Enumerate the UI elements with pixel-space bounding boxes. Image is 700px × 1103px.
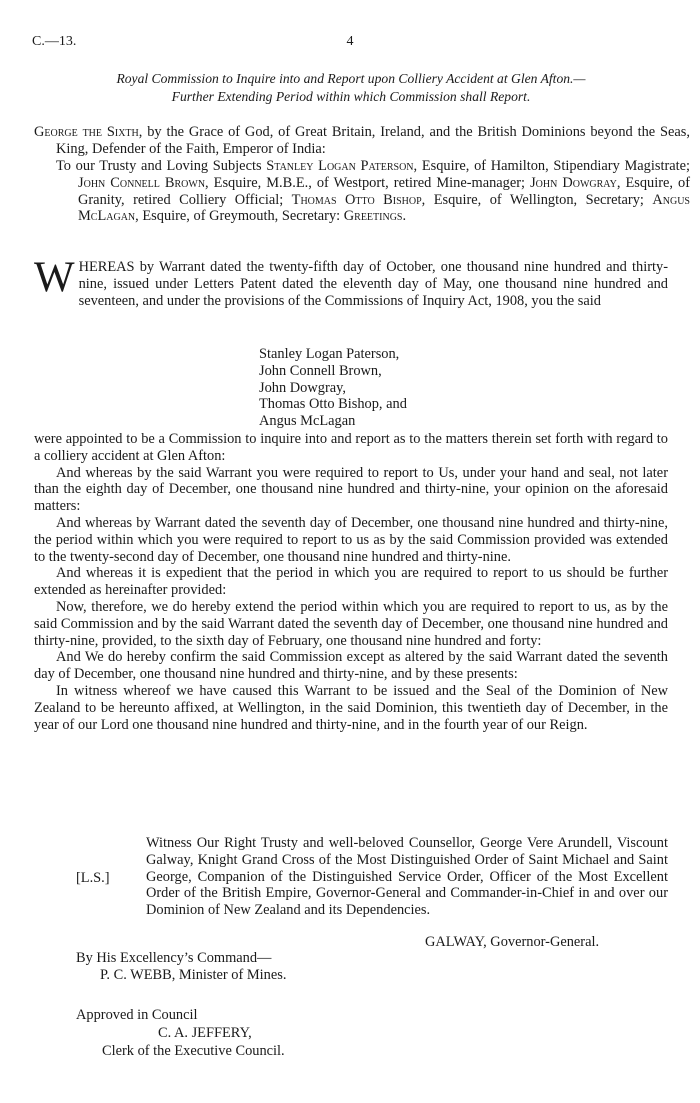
document-title: [34, 70, 668, 105]
seal-mark: [L.S.]: [76, 870, 110, 886]
whereas-paragraph: [34, 254, 668, 309]
body-paragraph: In witness whereof we have caused this Warrant to be issued and the Seal of the Dominion of New Zealand to be hereunto affixed, at Wellington, in the said Dominion, this twentieth day of December, in the year of our Lord one thousand nine hundred and thirty-nine, and in the fourth year of our Reign.: [34, 682, 668, 733]
body-paragraph: And We do hereby confirm the said Commission except as altered by the said Warrant dated the seventh day of December, one thousand nine hundred and thirty-nine, and by these presents:: [34, 649, 668, 683]
witness-clause: Witness Our Right Trusty and well-beloved Counsellor, George Vere Arundell, Viscount Galway, Knight Grand Cross of the Most Distinguished Order of Saint Michael and Saint George, Companion of the Distinguished Service Order, Officer of the Most Excellent Order of the British Empire, Governor-General and Commander-in-Chief in and over our Dominion of New Zealand and its Dependencies.: [146, 835, 668, 919]
addressees-paragraph: [56, 158, 690, 225]
addressee-desc-4: , Esquire, of Wellington, Secretary;: [421, 191, 653, 208]
approved-line: Approved in Council: [76, 1007, 198, 1023]
commissioner-name: Angus McLagan: [259, 413, 356, 430]
addressee-name-4: Thomas Otto Bishop: [291, 191, 422, 208]
commissioner-names: [259, 346, 407, 430]
clerk-name: C. A. JEFFERY,: [158, 1025, 252, 1041]
title-line-1: Royal Commission to Inquire into and Report upon Colliery Accident at Glen Afton.—: [116, 71, 586, 86]
drop-cap: W: [34, 254, 75, 301]
warrant-body: [34, 431, 668, 733]
title-line-2: Further Extending Period within which Commission shall Report.: [171, 88, 531, 104]
body-paragraph: And whereas it is expedient that the period in which you are required to report to us should be further extended as hereinafter provided:: [34, 565, 668, 599]
king-name: George the Sixth: [34, 124, 139, 140]
command-line: By His Excellency’s Command—: [76, 950, 272, 966]
whereas-text: HEREAS by Warrant dated the twenty-fifth day of October, one thousand nine hundred and thirty-nine, issued under Letters Patent dated the eleventh day of May, one thousand nine hundred and seventeen, and under the provisions of the Commissions of Inquiry Act, 1908, you the said: [78, 259, 668, 309]
addressee-name-1: Stanley Logan Paterson: [266, 158, 414, 174]
governor-general-signature: GALWAY, Governor-General.: [425, 934, 600, 950]
body-paragraph: Now, therefore, we do hereby extend the period within which you are required to report to us, as by the said Commission and by the said Warrant dated the seventh day of December, one thousand nine hundred and thirty-nine, provided, to the sixth day of February, one thousand nine hundred and forty:: [34, 598, 668, 649]
addressee-name-3: John Dowgray: [530, 174, 617, 191]
body-paragraph: were appointed to be a Commission to inquire into and report as to the matters therein set forth with regard to a colliery accident at Glen Afton:: [34, 431, 668, 464]
king-style-text: , by the Grace of God, of Great Britain, Ireland, and the British Dominions beyond the Seas, King, Defender of the Faith, Emperor of India:: [56, 124, 690, 157]
royal-style-paragraph: [34, 124, 690, 158]
addressee-desc-1: , Esquire, of Hamilton, Stipendiary Magistrate;: [413, 158, 691, 174]
commissioner-name: John Dowgray,: [259, 379, 346, 396]
greetings: Greetings.: [343, 208, 407, 225]
addressee-name-5: Angus McLagan: [78, 191, 690, 225]
minister-signature: P. C. WEBB, Minister of Mines.: [100, 967, 287, 983]
commissioner-name: Thomas Otto Bishop, and: [259, 396, 407, 413]
body-paragraph: And whereas by the said Warrant you were required to report to Us, under your hand and seal, not later than the eighth day of December, one thousand nine hundred and thirty-nine, your opinion on the aforesaid matters:: [34, 464, 668, 515]
addressee-desc-2: , Esquire, M.B.E., of Westport, retired Mine-manager;: [205, 174, 531, 191]
addressees-lead: To our Trusty and Loving Subjects: [56, 158, 267, 174]
body-paragraph: And whereas by Warrant dated the seventh day of December, one thousand nine hundred and thirty-nine, the period within which you were required to report to us as by the said Commission provided was extended to the twenty-second day of December, one thousand nine hundred and thirty-nine.: [34, 514, 668, 565]
commissioner-name: John Connell Brown,: [259, 362, 382, 379]
addressee-desc-5: , Esquire, of Greymouth, Secretary:: [135, 208, 344, 225]
clerk-title: Clerk of the Executive Council.: [102, 1043, 285, 1059]
commissioner-name: Stanley Logan Paterson,: [259, 346, 400, 362]
document-reference: C.—13.: [32, 34, 77, 49]
addressee-desc-3: , Esquire, of Granity, retired Colliery Official;: [78, 174, 691, 208]
addressee-name-2: John Connell Brown: [78, 174, 206, 191]
page-number: 4: [346, 34, 354, 49]
